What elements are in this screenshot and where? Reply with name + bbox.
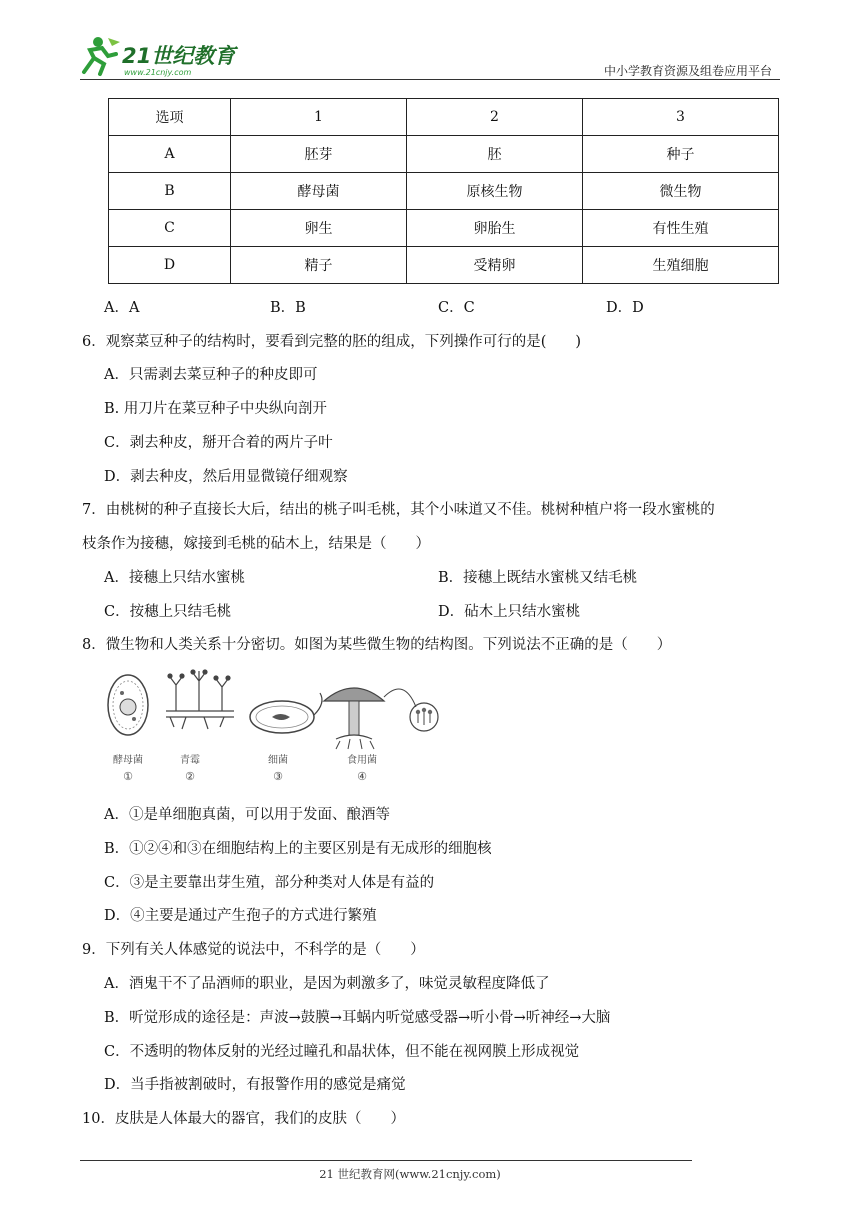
q7-option-d[interactable]: D．砧木上只结水蜜桃	[438, 604, 581, 620]
q7-stem-line2: 枝条作为接穗，嫁接到毛桃的砧木上，结果是（ ）	[82, 536, 430, 552]
q9-stem: 9．下列有关人体感觉的说法中，不科学的是（ ）	[82, 942, 425, 958]
table-cell: 胚	[407, 136, 583, 173]
table-cell: 卵胎生	[407, 210, 583, 247]
table-cell: D	[109, 247, 231, 284]
mushroom-drawing	[324, 688, 438, 749]
q6-option-a[interactable]: A．只需剥去菜豆种子的种皮即可	[104, 367, 318, 383]
figure-number-3: ③	[273, 770, 283, 783]
table-row	[109, 173, 779, 210]
q8-option-a[interactable]: A．①是单细胞真菌，可以用于发面、酿酒等	[104, 807, 390, 823]
q9-option-a[interactable]: A．酒鬼干不了品酒师的职业，是因为刺激多了，味觉灵敏程度降低了	[104, 976, 550, 992]
q6-option-b[interactable]: B. 用刀片在菜豆种子中央纵向剖开	[104, 401, 327, 417]
q9-option-d[interactable]: D．当手指被割破时，有报警作用的感觉是痛觉	[104, 1077, 406, 1093]
q9-option-c[interactable]: C．不透明的物体反射的光经过瞳孔和晶状体，但不能在视网膜上形成视觉	[104, 1044, 580, 1060]
table-cell: 原核生物	[407, 173, 583, 210]
q8-option-b[interactable]: B．①②④和③在细胞结构上的主要区别是有无成形的细胞核	[104, 841, 492, 857]
table-cell: 有性生殖	[583, 210, 779, 247]
figure-number-4: ④	[357, 770, 367, 783]
footer-text: 21 世纪教育网(www.21cnjy.com)	[319, 1167, 501, 1181]
q9-option-b[interactable]: B．听觉形成的途径是：声波→鼓膜→耳蜗内听觉感受器→听小骨→听神经→大脑	[104, 1010, 611, 1026]
figure-number-1: ①	[123, 770, 133, 783]
site-logo	[78, 32, 250, 78]
figure-label-yeast: 酵母菌	[113, 755, 143, 766]
table-cell: 受精卵	[407, 247, 583, 284]
penicillium-drawing	[166, 670, 234, 729]
options-table	[108, 98, 779, 284]
table-cell: 种子	[583, 136, 779, 173]
q5-choice-c[interactable]: C．C	[438, 300, 475, 316]
q7-option-c[interactable]: C．按穗上只结毛桃	[104, 604, 232, 620]
table-row	[109, 210, 779, 247]
yeast-drawing	[108, 675, 148, 735]
table-cell: 酵母菌	[231, 173, 407, 210]
table-cell: 精子	[231, 247, 407, 284]
table-header-cell: 2	[407, 99, 583, 136]
q5-choice-d[interactable]: D．D	[606, 300, 644, 316]
logo-text: 21世纪教育	[122, 44, 236, 68]
platform-name: 中小学教育资源及组卷应用平台	[603, 64, 772, 78]
table-header-cell: 选项	[109, 99, 231, 136]
q10-stem: 10．皮肤是人体最大的器官，我们的皮肤（ ）	[82, 1111, 405, 1127]
q5-choice-b[interactable]: B．B	[270, 300, 306, 316]
table-cell: 胚芽	[231, 136, 407, 173]
figure-label-mushroom: 食用菌	[347, 755, 377, 766]
figure-label-penicillium: 青霉	[180, 755, 200, 766]
figure-label-bacterium: 细菌	[268, 755, 288, 766]
table-header-cell: 1	[231, 99, 407, 136]
table-cell: 卵生	[231, 210, 407, 247]
q8-stem: 8．微生物和人类关系十分密切。如图为某些微生物的结构图。下列说法不正确的是（ ）	[82, 637, 672, 653]
table-cell: 生殖细胞	[583, 247, 779, 284]
table-cell: C	[109, 210, 231, 247]
q8-option-d[interactable]: D．④主要是通过产生孢子的方式进行繁殖	[104, 908, 377, 924]
table-header-cell: 3	[583, 99, 779, 136]
q6-option-c[interactable]: C．剥去种皮，掰开合着的两片子叶	[104, 435, 333, 451]
q5-choice-a[interactable]: A．A	[104, 300, 140, 316]
logo-subtext: www.21cnjy.com	[124, 68, 192, 77]
table-row	[109, 247, 779, 284]
microbe-figure	[104, 667, 444, 787]
q8-option-c[interactable]: C．③是主要靠出芽生殖，部分种类对人体是有益的	[104, 875, 435, 891]
table-cell: B	[109, 173, 231, 210]
footer-divider	[80, 1160, 692, 1161]
figure-number-2: ②	[185, 770, 195, 783]
runner-icon	[84, 37, 120, 74]
q6-option-d[interactable]: D．剥去种皮，然后用显微镜仔细观察	[104, 469, 348, 485]
table-row	[109, 136, 779, 173]
q7-option-a[interactable]: A．接穗上只结水蜜桃	[104, 570, 245, 586]
table-header-row	[109, 99, 779, 136]
header-divider	[80, 79, 780, 80]
q7-option-b[interactable]: B．接穗上既结水蜜桃又结毛桃	[438, 570, 638, 586]
q7-stem-line1: 7．由桃树的种子直接长大后，结出的桃子叫毛桃，其个小味道又不佳。桃树种植户将一段水蜜桃的	[82, 502, 715, 518]
table-cell: A	[109, 136, 231, 173]
q6-stem: 6．观察菜豆种子的结构时，要看到完整的胚的组成，下列操作可行的是( )	[82, 334, 582, 350]
bacterium-drawing	[250, 693, 322, 733]
table-cell: 微生物	[583, 173, 779, 210]
